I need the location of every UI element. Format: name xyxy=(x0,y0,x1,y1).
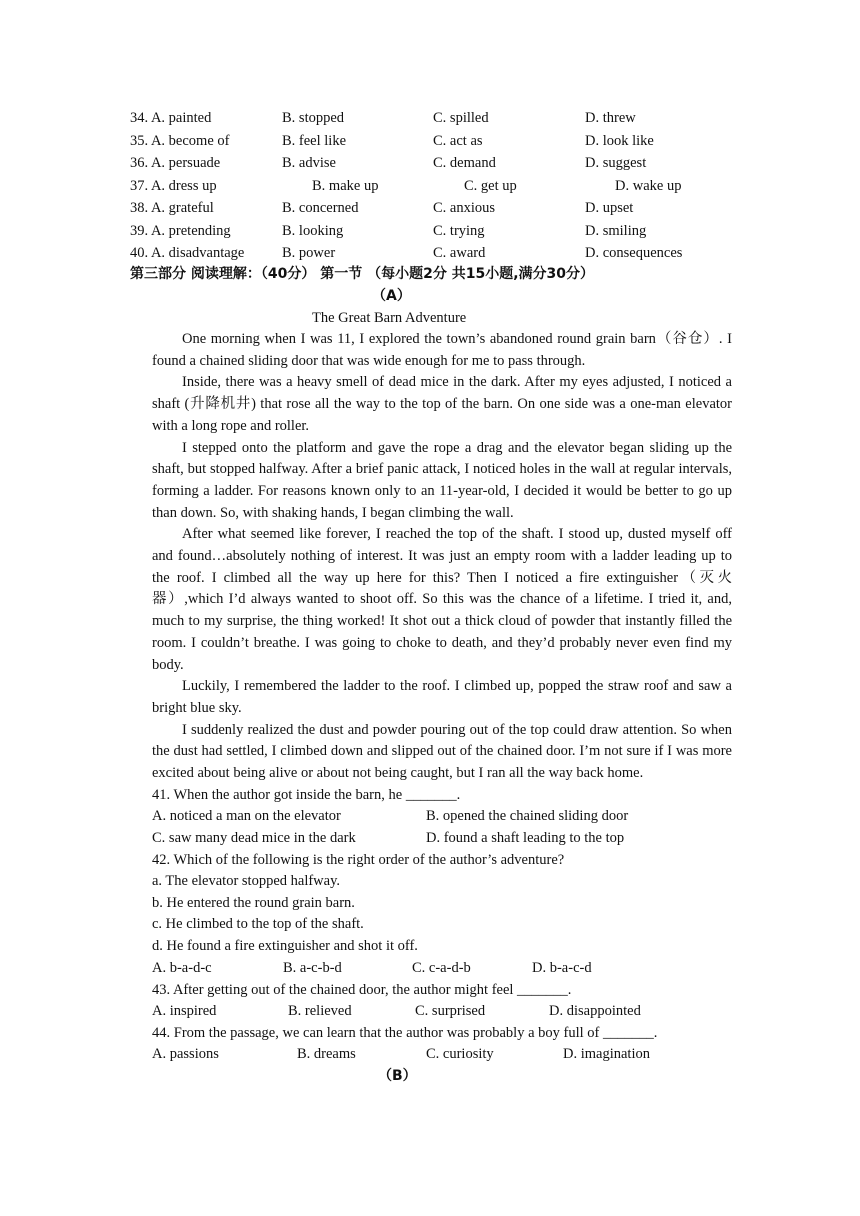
q41-option-c: C. saw many dead mice in the dark xyxy=(152,830,356,846)
paragraph: One morning when I was 11, I explored the town’s abandoned round grain barn（谷仓）. I found a chained sliding door that was wide enough for me to pass through. xyxy=(152,331,732,369)
q43-option-c: C. surprised xyxy=(415,1003,486,1019)
q42-event: b. He entered the round grain barn. xyxy=(152,895,355,911)
question-43-stem: 43. After getting out of the chained door, the author might feel _______. xyxy=(152,982,572,998)
q42-option-a: A. b-a-d-c xyxy=(152,960,212,976)
option-b: B. power xyxy=(282,245,336,261)
option-a: 39. A. pretending xyxy=(130,223,231,239)
q44-option-a: A. passions xyxy=(152,1046,219,1062)
q44-option-b: B. dreams xyxy=(297,1046,356,1062)
option-c: C. act as xyxy=(433,133,483,149)
option-c: C. anxious xyxy=(433,200,496,216)
passage-title: The Great Barn Adventure xyxy=(312,310,467,326)
option-d: D. look like xyxy=(585,133,654,149)
option-d: D. suggest xyxy=(585,155,647,171)
option-c: C. demand xyxy=(433,155,496,171)
option-b: B. stopped xyxy=(282,110,345,126)
question-42-stem: 42. Which of the following is the right order of the author’s adventure? xyxy=(152,852,565,868)
q43-option-d: D. disappointed xyxy=(549,1003,641,1019)
option-a: 34. A. painted xyxy=(130,110,212,126)
option-d: D. smiling xyxy=(585,223,647,239)
option-c: C. spilled xyxy=(433,110,489,126)
option-b: B. looking xyxy=(282,223,344,239)
q42-event: a. The elevator stopped halfway. xyxy=(152,873,341,889)
option-d: D. wake up xyxy=(615,178,682,194)
passage-body xyxy=(152,329,732,785)
q41-option-b: B. opened the chained sliding door xyxy=(426,808,629,824)
section-a-label: （A） xyxy=(372,288,411,304)
option-c: C. trying xyxy=(433,223,485,239)
question-41-stem: 41. When the author got inside the barn, he _______. xyxy=(152,787,461,803)
q41-option-d: D. found a shaft leading to the top xyxy=(426,830,625,846)
q42-event: d. He found a fire extinguisher and shot it off. xyxy=(152,938,418,954)
option-d: D. upset xyxy=(585,200,634,216)
option-a: 35. A. become of xyxy=(130,133,230,149)
q42-option-c: C. c-a-d-b xyxy=(412,960,471,976)
paragraph: Luckily, I remembered the ladder to the roof. I climbed up, popped the straw roof and saw a bright blue sky. xyxy=(152,678,732,716)
option-a: 40. A. disadvantage xyxy=(130,245,245,261)
option-b: B. advise xyxy=(282,155,336,171)
option-c: C. get up xyxy=(464,178,517,194)
option-a: 37. A. dress up xyxy=(130,178,217,194)
option-b: B. make up xyxy=(312,178,379,194)
q42-option-d: D. b-a-c-d xyxy=(532,960,592,976)
q41-option-a: A. noticed a man on the elevator xyxy=(152,808,341,824)
option-a: 38. A. grateful xyxy=(130,200,214,216)
option-c: C. award xyxy=(433,245,486,261)
question-44-stem: 44. From the passage, we can learn that the author was probably a boy full of _______. xyxy=(152,1025,658,1041)
q44-option-c: C. curiosity xyxy=(426,1046,494,1062)
section-b-label: （B） xyxy=(378,1068,417,1084)
option-b: B. feel like xyxy=(282,133,347,149)
part3-heading: 第三部分 阅读理解：（40分） 第一节 （每小题2分 共15小题,满分30分） xyxy=(130,266,595,282)
option-b: B. concerned xyxy=(282,200,359,216)
q43-option-a: A. inspired xyxy=(152,1003,217,1019)
q42-option-b: B. a-c-b-d xyxy=(283,960,342,976)
q44-option-d: D. imagination xyxy=(563,1046,650,1062)
option-d: D. threw xyxy=(585,110,636,126)
paragraph: I suddenly realized the dust and powder pouring out of the top could draw attention. So when the dust had settled, I climbed down and slipped out of the chained door. I’m not sure if I was more excited about being alive or about not being caught, but I ran all the way back home. xyxy=(152,721,732,782)
option-a: 36. A. persuade xyxy=(130,155,221,171)
q42-event: c. He climbed to the top of the shaft. xyxy=(152,916,364,932)
paragraph: I stepped onto the platform and gave the rope a drag and the elevator began sliding up the shaft, but stopped halfway. After a brief panic attack, I noticed holes in the wall at regular intervals, forming a ladder. For reasons known only to an 11-year-old, I decided it would be better to go up than down. So, with shaking hands, I began climbing the wall. xyxy=(152,439,732,521)
paragraph: Inside, there was a heavy smell of dead mice in the dark. After my eyes adjusted, I noticed a shaft (升降机井) that rose all the way to the top of the barn. On one side was a one-man elevator with a long rope and roller. xyxy=(152,374,732,434)
paragraph: After what seemed like forever, I reached the top of the shaft. I stood up, dusted myself off and found…absolutely nothing of interest. It was just an empty room with a ladder leading up to the roof. I climbed all the way up here for this? Then I noticed a fire extinguisher（灭火器）,which I’d always wanted to shoot off. So this was the chance of a lifetime. I tried it, and, much to my surprise, the thing worked! It shot out a thick cloud of powder that instantly filled the room. I couldn’t breathe. I was going to choke to death, and they’d probably never even find my body. xyxy=(152,526,732,673)
option-d: D. consequences xyxy=(585,245,683,261)
q43-option-b: B. relieved xyxy=(288,1003,352,1019)
